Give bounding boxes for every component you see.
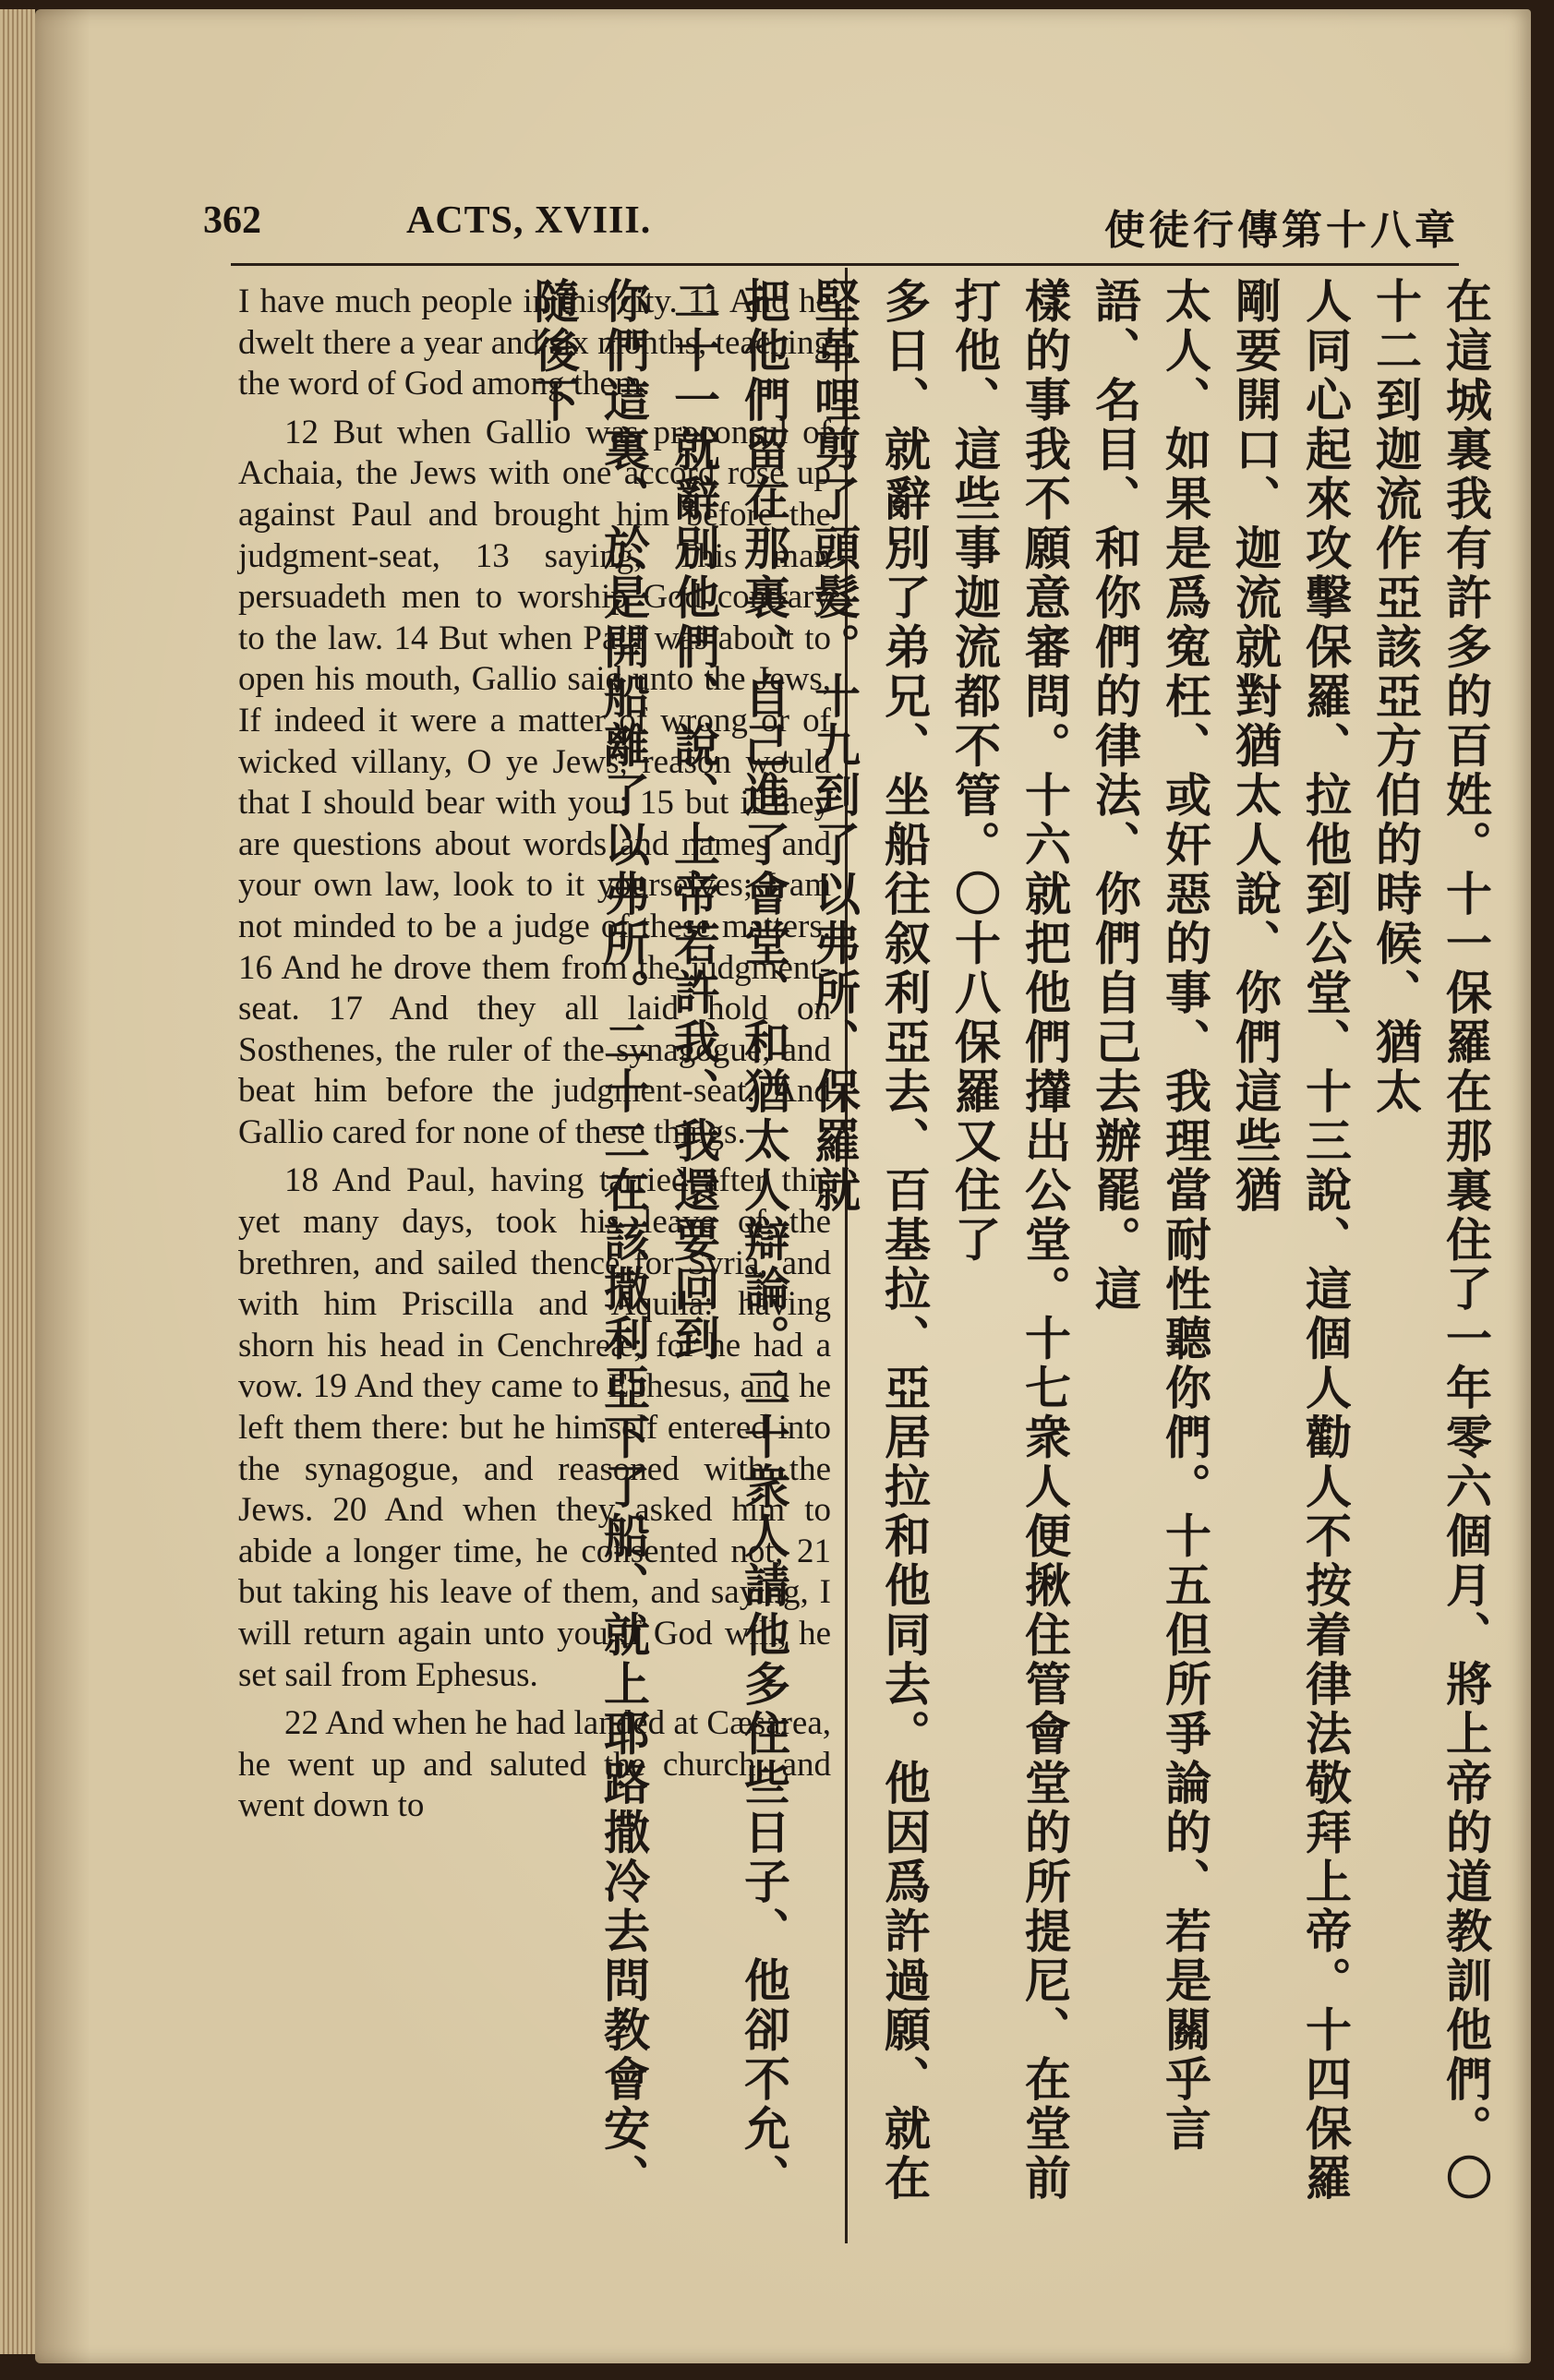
page-header [203, 189, 1459, 254]
chinese-column: 你們這裏、於是開船離了以弗所。二十二在該撒利亞下了船、就上耶路撒冷去問教會安、隨後下 [526, 277, 650, 2204]
chinese-column: 人同心起來攻擊保羅、拉他到公堂、十三說、這個人勸人不按着律法敬拜上帝。十四保羅剛要開口、迦流就對猶太人說、你們這些猶 [1228, 277, 1352, 2204]
chinese-column: 在這城裏我有許多的百姓。十一保羅在那裏住了一年零六個月、將上帝的道教訓他們。〇十二到迦流作亞該亞方伯的時候、猶太 [1368, 277, 1492, 2204]
running-title: ACTS, XVIII. [406, 199, 652, 242]
page-number: 362 [203, 199, 261, 242]
english-paragraph: I have much people in this city. 11 And he dwelt there a year and six months, teaching the word of God among them. [238, 282, 831, 403]
chinese-column: 太人、如果是爲寃枉、或奸惡的事、我理當耐性聽你們。十五但所爭論的、若是關乎言語、名目、和你們的律法、你們自己去辦罷。這 [1088, 277, 1211, 2154]
english-paragraph: 12 But when Gallio was proconsul of Achaia, the Jews with one accord rose up against Paul and brought him before the judgment-seat, 13 saying, This man persuadeth men to worship God contrary to the law. 14 But when Paul was about to open his mouth, Gallio said unto the Jews, If indeed it were a matter of wrong or of wicked villany, O ye Jews, reason would that I should bear with you: 15 but if they are questions about words and names and your own law, look to it yourselves; I am not minded to be a judge of these matters. 16 And he drove them from the judgment-seat. 17 And they all laid hold on Sosthenes, the ruler of the synagogue, and beat him before the judgment-seat. And Gallio cared for none of these things. [238, 413, 831, 1151]
chinese-column: 多日、就辭別了弟兄、坐船往叙利亞去、百基拉、亞居拉和他同去。他因爲許過願、就在堅革哩剪了頭髮。十九到了以弗所、保羅就 [807, 277, 931, 2204]
header-rule [231, 263, 1459, 266]
chinese-running-title: 使徒行傳第十八章 [1104, 207, 1459, 254]
chinese-column: 把他們留在那裏、自己進了會堂、和猶太人辯論。二十衆人請他多住些日子、他卻不允、二十一就辭別他們、說、上帝若許我、我還要回到 [667, 277, 790, 2204]
chinese-column: 樣的事我不願意審問。十六就把他們攆出公堂。十七衆人便揪住管會堂的所提尼、在堂前打他、這些事迦流都不管。〇十八保羅又住了 [947, 277, 1071, 2204]
english-paragraph: 22 And when he had landed at Cæsarea, he went up and saluted the church, and went down to [238, 1704, 831, 1825]
english-paragraph: 18 And Paul, having tarried after this yet many days, took his leave of the brethren, and sailed thence for Syria, and with him Priscilla and Aquila: having shorn his head in Cenchreæ; for he had a vow. 19 And they came to Ephesus, and he left them there: but he himself entered into the synagogue, and reasoned with the Jews. 20 And when they asked him to abide a longer time, he consented not; 21 but taking his leave of them, and saying, I will return again unto you if God will, he set sail from Ephesus. [238, 1161, 831, 1694]
book-page-edges [0, 9, 35, 2354]
